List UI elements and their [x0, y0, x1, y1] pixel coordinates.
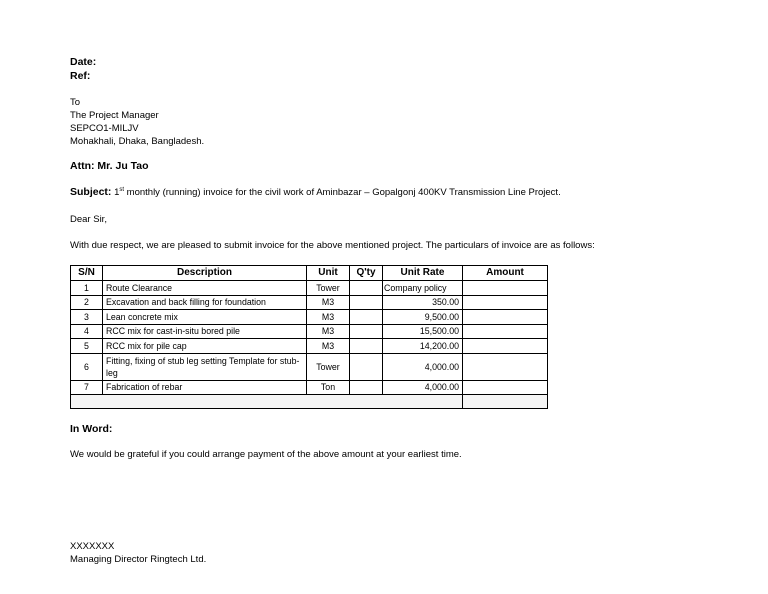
table-row: [71, 380, 548, 395]
recipient-line-title: The Project Manager: [70, 110, 159, 121]
attention-line: Attn: Mr. Ju Tao: [70, 160, 149, 172]
header-unit: Unit: [307, 266, 350, 281]
cell-sn: 7: [71, 380, 103, 395]
cell-sn: 6: [71, 353, 103, 380]
cell-amount: [463, 281, 548, 296]
cell-unit-rate: 350.00: [383, 295, 463, 310]
cell-unit: M3: [307, 310, 350, 325]
cell-amount: [463, 339, 548, 354]
table-header-row: [71, 266, 548, 281]
invoice-table: [70, 265, 548, 409]
table-row: [71, 310, 548, 325]
cell-amount: [463, 380, 548, 395]
cell-amount: [463, 295, 548, 310]
cell-unit: Ton: [307, 380, 350, 395]
table-row: [71, 339, 548, 354]
in-word-label: In Word:: [70, 423, 113, 435]
cell-qty: [350, 353, 383, 380]
header-qty: Q'ty: [350, 266, 383, 281]
cell-description: RCC mix for pile cap: [103, 339, 307, 354]
recipient-line-address: Mohakhali, Dhaka, Bangladesh.: [70, 136, 205, 147]
cell-sn: 5: [71, 339, 103, 354]
intro-paragraph: With due respect, we are pleased to submit invoice for the above mentioned project. The particulars of invoice are as follows:: [70, 240, 595, 251]
cell-qty: [350, 324, 383, 339]
cell-description: Fitting, fixing of stub leg setting Template for stub-leg: [103, 353, 307, 380]
cell-description: Route Clearance: [103, 281, 307, 296]
subject-number: 1: [114, 187, 120, 198]
cell-unit: Tower: [307, 281, 350, 296]
cell-sn: 1: [71, 281, 103, 296]
cell-description: RCC mix for cast-in-situ bored pile: [103, 324, 307, 339]
subject-ordinal: st: [119, 187, 125, 193]
signature-title: Managing Director Ringtech Ltd.: [70, 554, 207, 565]
table-row: [71, 281, 548, 296]
closing-paragraph: We would be grateful if you could arrange payment of the above amount at your earliest time.: [70, 449, 462, 460]
cell-unit: M3: [307, 295, 350, 310]
subject-label: Subject:: [70, 186, 112, 198]
header-amount: Amount: [463, 266, 548, 281]
subject-line: [70, 186, 561, 200]
total-label-cell: [71, 395, 463, 409]
cell-sn: 3: [71, 310, 103, 325]
total-row: [71, 395, 548, 409]
header-description: Description: [103, 266, 307, 281]
table-row: [71, 324, 548, 339]
cell-description: Lean concrete mix: [103, 310, 307, 325]
cell-description: Fabrication of rebar: [103, 380, 307, 395]
cell-amount: [463, 353, 548, 380]
cell-amount: [463, 310, 548, 325]
cell-unit-rate: 4,000.00: [383, 353, 463, 380]
subject-text: monthly (running) invoice for the civil work of Aminbazar – Gopalgonj 400KV Transmission Line Project.: [126, 187, 561, 198]
header-unit-rate: Unit Rate: [383, 266, 463, 281]
table-row: [71, 295, 548, 310]
cell-sn: 4: [71, 324, 103, 339]
cell-description: Excavation and back filling for foundation: [103, 295, 307, 310]
salutation: Dear Sir,: [70, 214, 107, 225]
cell-qty: [350, 380, 383, 395]
header-sn: S/N: [71, 266, 103, 281]
cell-unit-rate: 15,500.00: [383, 324, 463, 339]
ref-label: Ref:: [70, 70, 91, 82]
cell-qty: [350, 295, 383, 310]
cell-unit: M3: [307, 339, 350, 354]
cell-qty: [350, 339, 383, 354]
total-amount-cell: [463, 395, 548, 409]
cell-qty: [350, 310, 383, 325]
signature-name: XXXXXXX: [70, 541, 115, 552]
cell-unit-rate: 14,200.00: [383, 339, 463, 354]
cell-amount: [463, 324, 548, 339]
cell-unit-rate: Company policy: [383, 281, 463, 296]
cell-qty: [350, 281, 383, 296]
cell-unit: Tower: [307, 353, 350, 380]
table-row: [71, 353, 548, 380]
cell-unit: M3: [307, 324, 350, 339]
recipient-line-to: To: [70, 97, 81, 108]
cell-sn: 2: [71, 295, 103, 310]
recipient-line-company: SEPCO1-MILJV: [70, 123, 139, 134]
date-label: Date:: [70, 56, 97, 68]
cell-unit-rate: 9,500.00: [383, 310, 463, 325]
cell-unit-rate: 4,000.00: [383, 380, 463, 395]
